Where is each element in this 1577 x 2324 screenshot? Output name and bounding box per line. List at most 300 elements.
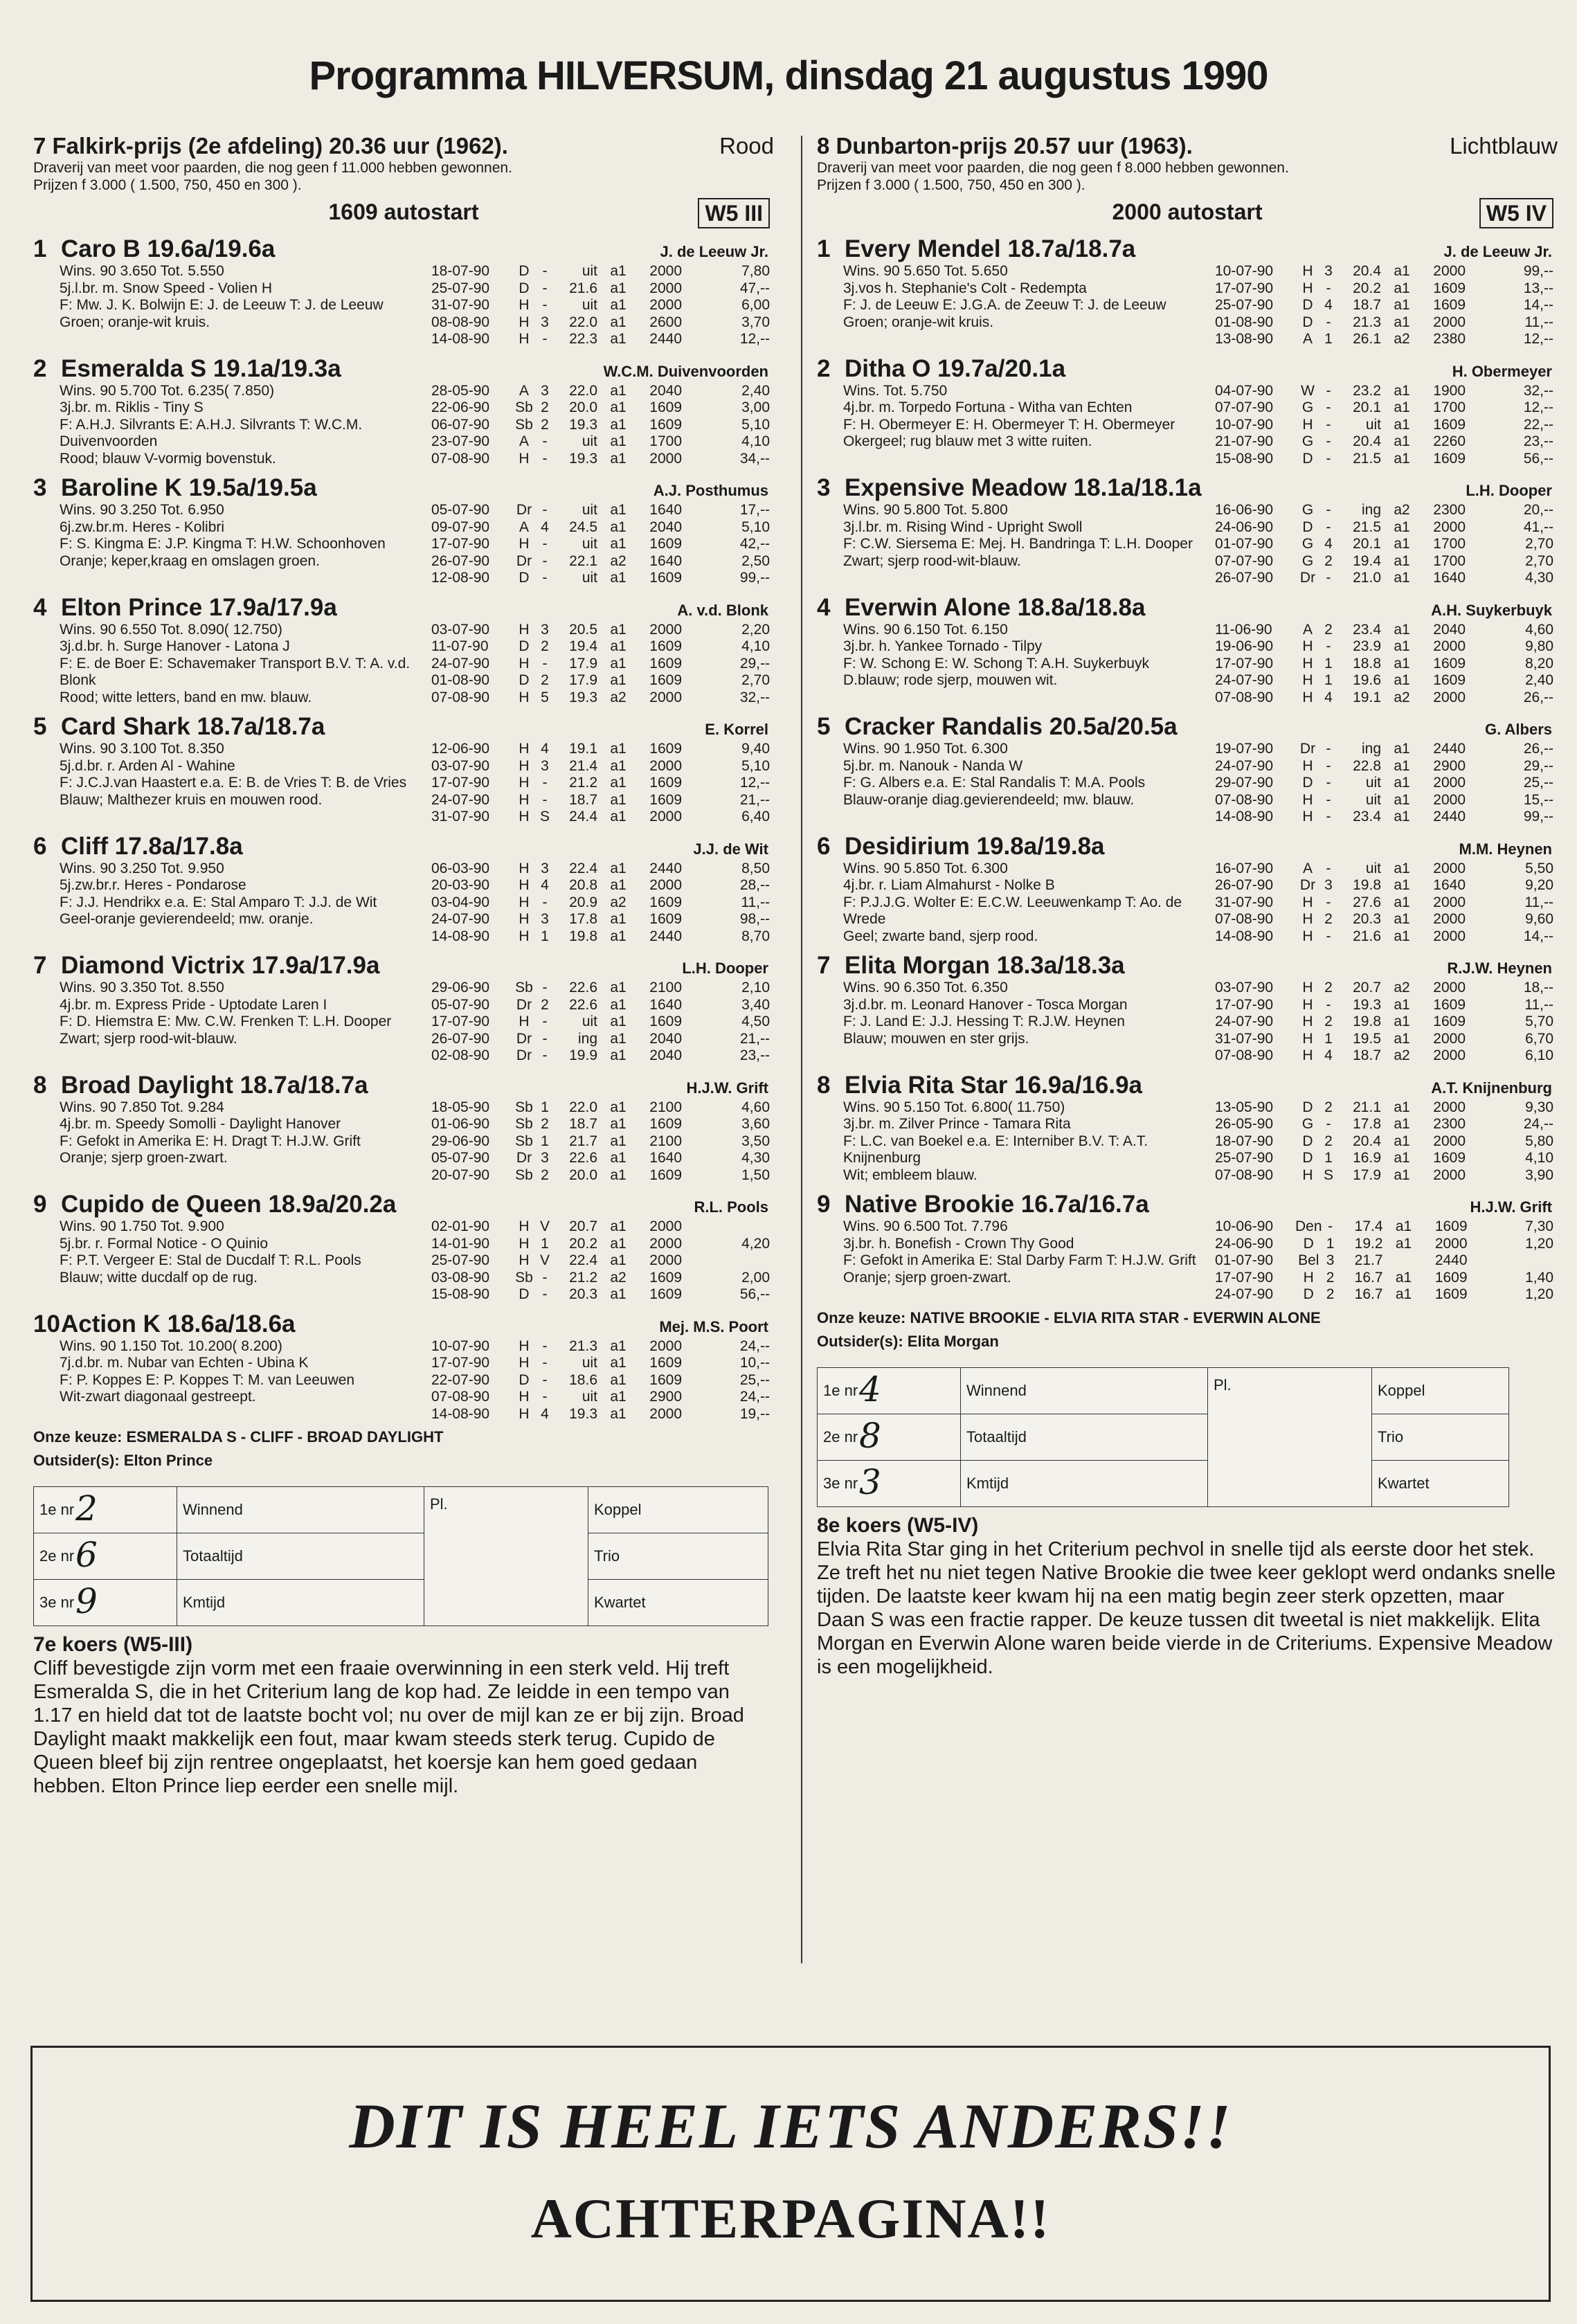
form-row xyxy=(1215,911,1558,928)
result-pl: Pl. xyxy=(1208,1367,1372,1506)
form-cell: 1609 xyxy=(1433,416,1466,433)
form-cell: 18.7 xyxy=(1353,297,1381,313)
form-cell: 2440 xyxy=(1433,809,1466,825)
horse-entry xyxy=(817,594,1558,707)
form-row xyxy=(1215,1270,1558,1287)
form-cell: 26,-- xyxy=(1523,689,1553,705)
form-row xyxy=(431,792,774,809)
form-cell: 4 xyxy=(1324,536,1333,552)
horse-form xyxy=(1215,622,1558,707)
form-cell: H xyxy=(519,1405,530,1422)
form-cell: a1 xyxy=(1394,894,1410,910)
form-cell: uit xyxy=(582,536,597,552)
form-cell: 16.9 xyxy=(1353,1150,1381,1166)
horse-form xyxy=(431,861,774,946)
horse-body xyxy=(817,263,1558,348)
horse-info-line: F: E. de Boer E: Schavemaker Transport B.V. T: A. v.d. Blonk xyxy=(60,655,411,688)
result-label-cell xyxy=(961,1367,1208,1414)
horse-info xyxy=(33,622,431,707)
form-cell: 2000 xyxy=(649,1337,682,1354)
form-cell: 2 xyxy=(1324,911,1333,927)
form-cell: a1 xyxy=(1394,877,1410,893)
form-cell: 19.8 xyxy=(1353,1014,1381,1029)
form-cell: - xyxy=(542,980,548,996)
horse-info-line: 3j.br. m. Zilver Prince - Tamara Rita xyxy=(843,1116,1071,1132)
horse-trainer: R.L. Pools xyxy=(694,1198,768,1216)
horse-trainer: A.T. Knijnenburg xyxy=(1431,1079,1552,1097)
form-cell: 10-07-90 xyxy=(1215,263,1274,279)
form-cell: 2000 xyxy=(1433,519,1466,535)
form-cell: uit xyxy=(582,433,597,449)
form-cell: H xyxy=(519,1218,530,1234)
form-cell: 3,60 xyxy=(741,1116,770,1132)
horse-header xyxy=(33,1310,774,1338)
horse-info-line: Oranje; keper,kraag en omslagen groen. xyxy=(60,552,320,569)
form-cell: a2 xyxy=(610,552,627,569)
form-cell: 14-08-90 xyxy=(1215,928,1274,944)
form-cell: 9,60 xyxy=(1525,911,1553,927)
form-cell: 2000 xyxy=(1433,860,1466,876)
horse-info-line: Blauw-oranje diag.gevierendeeld; mw. blauw. xyxy=(843,791,1135,808)
form-table xyxy=(431,502,774,587)
horse-header xyxy=(33,355,774,383)
form-cell: 4,20 xyxy=(741,1235,770,1252)
form-cell: 1609 xyxy=(1433,996,1466,1013)
form-cell: 2000 xyxy=(649,809,682,825)
form-cell: 2000 xyxy=(1433,1166,1466,1183)
form-cell: 21.5 xyxy=(1353,450,1381,467)
form-cell: a1 xyxy=(610,1252,627,1268)
form-row xyxy=(1215,1218,1558,1236)
form-cell: 17-07-90 xyxy=(1215,655,1274,672)
form-cell: 17-07-90 xyxy=(1215,996,1274,1013)
race-class-badge: W5 III xyxy=(698,198,770,228)
horse-entry xyxy=(33,594,774,707)
horse-info-line: Wins. 90 6.500 Tot. 7.796 xyxy=(843,1218,1008,1234)
form-cell: a1 xyxy=(1394,809,1410,825)
form-cell: a1 xyxy=(1394,570,1410,586)
form-cell: 4 xyxy=(541,1405,549,1422)
horse-body xyxy=(817,622,1558,707)
form-row xyxy=(1215,536,1558,553)
form-cell: A xyxy=(1302,860,1313,876)
result-table xyxy=(33,1486,768,1626)
form-cell: 2000 xyxy=(649,1218,682,1234)
form-cell: - xyxy=(1326,519,1331,535)
horse-header xyxy=(817,1191,1558,1218)
form-row xyxy=(431,383,774,400)
form-cell: 19.3 xyxy=(1353,996,1381,1013)
form-cell: 1609 xyxy=(649,655,682,672)
form-cell: 22.3 xyxy=(569,331,597,347)
form-table xyxy=(431,263,774,348)
form-cell: a1 xyxy=(1394,775,1410,791)
horse-info-line: F: C.W. Siersema E: Mej. H. Bandringa T: L.H. Dooper xyxy=(843,536,1193,552)
form-cell: 1 xyxy=(541,1133,549,1149)
form-cell: 4 xyxy=(541,877,549,893)
form-cell: 2040 xyxy=(1433,621,1466,638)
form-row xyxy=(431,775,774,792)
form-cell: 18.6 xyxy=(569,1371,597,1388)
form-row xyxy=(1215,758,1558,775)
form-cell: 19.3 xyxy=(569,1405,597,1422)
form-cell: 01-07-90 xyxy=(1215,536,1274,552)
form-cell: 22.0 xyxy=(569,314,597,330)
form-cell: D xyxy=(1303,1235,1314,1252)
form-cell: - xyxy=(1326,757,1331,774)
form-cell: 20.4 xyxy=(1353,433,1381,449)
form-cell: 11,-- xyxy=(1524,996,1553,1013)
form-cell xyxy=(1468,1252,1558,1270)
form-cell: 3,50 xyxy=(741,1133,770,1149)
form-cell: 2040 xyxy=(649,1047,682,1063)
form-cell: 25-07-90 xyxy=(431,280,490,296)
race-header xyxy=(33,133,774,159)
form-cell: a1 xyxy=(610,331,627,347)
form-cell: 3,40 xyxy=(741,996,770,1013)
form-cell: 17.9 xyxy=(569,655,597,672)
form-row xyxy=(431,622,774,639)
form-cell: 2,00 xyxy=(741,1269,770,1286)
form-cell: 03-04-90 xyxy=(431,894,490,910)
form-cell: a2 xyxy=(610,1269,627,1286)
form-cell: 1640 xyxy=(1433,877,1466,893)
form-cell: 2040 xyxy=(649,519,682,535)
form-cell: 3,70 xyxy=(741,314,770,330)
horse-info-line: Groen; oranje-wit kruis. xyxy=(60,314,210,330)
form-cell: 18-07-90 xyxy=(1215,1133,1274,1149)
form-cell: 05-07-90 xyxy=(431,502,490,518)
form-cell: uit xyxy=(582,1389,597,1405)
form-cell: 05-07-90 xyxy=(431,1150,490,1166)
form-cell: 21.6 xyxy=(569,280,597,296)
form-cell: D xyxy=(519,570,530,586)
form-cell: 29,-- xyxy=(1523,757,1553,774)
form-cell: 14-08-90 xyxy=(1215,809,1274,825)
form-row xyxy=(431,433,774,451)
form-cell: a1 xyxy=(610,757,627,774)
form-cell: 24-07-90 xyxy=(1215,1014,1274,1029)
form-cell: 06-07-90 xyxy=(431,416,490,433)
form-row xyxy=(1215,928,1558,946)
form-cell: 18,-- xyxy=(1523,980,1553,996)
form-cell: a1 xyxy=(610,502,627,518)
form-cell: H xyxy=(519,1235,530,1252)
form-cell: 21.2 xyxy=(569,775,597,791)
form-cell: S xyxy=(539,809,550,825)
form-cell: 2600 xyxy=(649,314,682,330)
horse-info-line: Wins. 90 6.150 Tot. 6.150 xyxy=(843,621,1008,638)
form-cell: 24-06-90 xyxy=(1215,519,1274,535)
form-cell: 03-07-90 xyxy=(1215,980,1274,996)
form-cell: 24.5 xyxy=(569,519,597,535)
form-cell: 2100 xyxy=(649,980,682,996)
horse-info-line: 5j.br. m. Nanouk - Nanda W xyxy=(843,757,1023,774)
form-cell: 1609 xyxy=(1433,280,1466,296)
form-cell: H xyxy=(519,621,530,638)
form-cell: 20.7 xyxy=(569,1218,597,1234)
form-cell: 2040 xyxy=(649,1030,682,1047)
form-cell: 24-07-90 xyxy=(1215,672,1274,688)
form-cell: 8,20 xyxy=(1525,655,1553,672)
race-color: Rood xyxy=(719,133,774,159)
form-cell: a1 xyxy=(1394,433,1410,449)
distance-line xyxy=(817,195,1558,228)
race-conditions: Draverij van meet voor paarden, die nog geen f 11.000 hebben gewonnen. xyxy=(33,160,512,176)
horse-form xyxy=(1215,502,1558,587)
horse-info-line: F: P.J.J.G. Wolter E: E.C.W. Leeuwenkamp T: Ao. de Wrede xyxy=(843,894,1182,927)
form-cell: 21.2 xyxy=(569,1269,597,1286)
horse-entry xyxy=(33,355,774,468)
form-cell: H xyxy=(519,297,530,313)
form-cell: H xyxy=(519,1355,530,1371)
form-row xyxy=(1215,331,1558,348)
review-text: Elvia Rita Star ging in het Criterium pechvol in snelle tijd als eerste door het stek. Ze treft het nu niet tegen Native Brookie die twee keer geklopt werd ondanks snelle tijden. De laatste keer kwam hij na een matig begin zeer sterk opzetten, maar Daan S was een fractie rapper. De keuze tussen dit tweetal is niet makkelijk. Elita Morgan en Everwin Alone waren beide vierde in de Criteriums. Expensive Meadow is een mogelijkheid. xyxy=(817,1538,1556,1678)
form-cell: a1 xyxy=(610,638,627,654)
form-cell: H xyxy=(519,928,530,944)
horse-body xyxy=(33,980,774,1065)
form-cell: 19-06-90 xyxy=(1215,638,1274,654)
form-cell: 04-07-90 xyxy=(1215,382,1274,399)
form-cell: 2 xyxy=(541,416,549,433)
form-table xyxy=(431,1099,774,1184)
form-cell: a1 xyxy=(1394,450,1410,467)
form-cell: a1 xyxy=(610,519,627,535)
form-cell: 1609 xyxy=(1433,1014,1466,1029)
form-cell: 8,50 xyxy=(741,860,770,876)
form-cell: 14-01-90 xyxy=(431,1235,490,1252)
horse-info-line: Zwart; sjerp rood-wit-blauw. xyxy=(60,1030,237,1047)
form-cell: Sb xyxy=(515,1099,533,1115)
form-cell: 1700 xyxy=(1433,552,1466,569)
form-cell: 03-07-90 xyxy=(431,621,490,638)
form-cell: 01-08-90 xyxy=(1215,314,1274,330)
result-bet: Trio xyxy=(1372,1414,1509,1460)
form-table xyxy=(431,980,774,1065)
our-pick: Onze keuze: NATIVE BROOKIE - ELVIA RITA STAR - EVERWIN ALONE xyxy=(817,1308,1321,1326)
horse-info xyxy=(33,1338,431,1423)
horse-info-line: F: W. Schong E: W. Schong T: A.H. Suykerbuyk xyxy=(843,655,1149,672)
form-cell: G xyxy=(1301,552,1314,569)
horse-info-line: F: J. Land E: J.J. Hessing T: R.J.W. Heynen xyxy=(843,1014,1125,1029)
form-cell: 20-07-90 xyxy=(431,1166,490,1183)
form-cell: H xyxy=(519,1252,530,1268)
form-cell: H xyxy=(1302,791,1313,808)
horse-name-text: Expensive Meadow 18.1a/18.1a xyxy=(845,474,1202,501)
form-cell: 19.1 xyxy=(1353,689,1381,705)
horse-info-line: Wins. 90 6.550 Tot. 8.090( 12.750) xyxy=(60,621,282,638)
form-cell: a1 xyxy=(610,536,627,552)
horse-trainer: L.H. Dooper xyxy=(682,960,768,977)
form-cell: 5,80 xyxy=(1525,1133,1553,1149)
form-cell: 07-07-90 xyxy=(1215,552,1274,569)
form-cell: 19.8 xyxy=(569,928,597,944)
form-cell: 2300 xyxy=(1433,502,1466,518)
form-cell: 2000 xyxy=(649,757,682,774)
form-cell: 24-06-90 xyxy=(1215,1235,1274,1252)
form-row xyxy=(431,263,774,280)
form-cell: 5,10 xyxy=(741,757,770,774)
form-cell: 31-07-90 xyxy=(1215,1030,1274,1047)
form-cell: 17.4 xyxy=(1354,1218,1383,1234)
form-cell: 23.9 xyxy=(1353,638,1381,654)
form-cell: S xyxy=(1323,1166,1333,1183)
form-cell: a1 xyxy=(1394,1150,1410,1166)
form-cell: ing xyxy=(577,1030,597,1047)
form-row xyxy=(431,1286,774,1304)
horse-name xyxy=(33,235,275,263)
form-cell: 2000 xyxy=(1434,1235,1468,1252)
form-table xyxy=(1215,1218,1558,1304)
form-cell: 56,-- xyxy=(739,1286,770,1302)
form-row xyxy=(1215,894,1558,912)
form-cell: a1 xyxy=(610,1405,627,1422)
horse-body xyxy=(817,861,1558,946)
form-cell: a1 xyxy=(1394,263,1410,279)
form-cell: 2000 xyxy=(649,621,682,638)
form-cell: 20.4 xyxy=(1353,263,1381,279)
form-cell: 1609 xyxy=(1433,297,1466,313)
form-row xyxy=(431,672,774,690)
form-cell: a1 xyxy=(610,791,627,808)
form-cell: 4,60 xyxy=(1525,621,1553,638)
form-cell: 1,40 xyxy=(1525,1269,1553,1286)
race-conditions: Prijzen f 3.000 ( 1.500, 750, 450 en 300 ). xyxy=(817,177,1085,193)
form-cell: - xyxy=(1326,416,1331,433)
form-cell: 23.2 xyxy=(1353,382,1381,399)
horse-info-line: Geel-oranje gevierendeeld; mw. oranje. xyxy=(60,911,314,927)
form-cell: 11,-- xyxy=(1524,894,1553,910)
form-cell: 25,-- xyxy=(739,1371,770,1388)
horse-info-line: Wit-zwart diagonaal gestreept. xyxy=(60,1389,256,1405)
horse-entry xyxy=(33,1191,774,1304)
form-cell: 20-03-90 xyxy=(431,877,490,893)
form-cell: 5,50 xyxy=(1525,860,1553,876)
form-cell: - xyxy=(1326,791,1331,808)
result-label-cell xyxy=(961,1414,1208,1460)
horse-info-line: F: L.C. van Boekel e.a. E: Interniber B.V. T: A.T. Knijnenburg xyxy=(843,1133,1148,1166)
horse-trainer: A. v.d. Blonk xyxy=(677,601,768,619)
form-cell: 1609 xyxy=(649,416,682,433)
form-cell: H xyxy=(519,689,530,705)
form-cell: 20.5 xyxy=(569,621,597,638)
form-cell: 2380 xyxy=(1433,331,1466,347)
form-row xyxy=(1215,1047,1558,1065)
result-pl: Pl. xyxy=(424,1487,588,1626)
form-cell: a1 xyxy=(610,1150,627,1166)
form-cell: H xyxy=(1302,894,1313,910)
form-cell: 20.1 xyxy=(1353,399,1381,415)
form-cell: a1 xyxy=(610,1235,627,1252)
horse-info xyxy=(817,1099,1215,1184)
form-cell xyxy=(1389,1252,1419,1270)
form-cell: A xyxy=(519,433,529,449)
form-row xyxy=(431,1270,774,1287)
horse-name xyxy=(817,235,1135,263)
form-cell: 26-07-90 xyxy=(431,552,490,569)
form-cell: D xyxy=(1302,450,1313,467)
form-cell: 26-05-90 xyxy=(1215,1116,1274,1132)
horse-trainer: J.J. de Wit xyxy=(693,840,768,858)
form-cell: 13-08-90 xyxy=(1215,331,1274,347)
form-cell: H xyxy=(519,1389,530,1405)
horse-trainer: J. de Leeuw Jr. xyxy=(660,243,768,260)
form-cell: H xyxy=(519,655,530,672)
form-cell: 3 xyxy=(541,757,549,774)
form-cell: a1 xyxy=(610,1286,627,1302)
form-cell: 2440 xyxy=(649,928,682,944)
form-cell: a1 xyxy=(1394,757,1410,774)
result-label: Winnend xyxy=(966,1381,1027,1399)
form-cell: 2 xyxy=(1324,621,1333,638)
horse-header xyxy=(817,713,1558,741)
horse-info-line: F: Gefokt in Amerika E: H. Dragt T: H.J.W. Grift xyxy=(60,1133,361,1149)
form-cell: - xyxy=(1326,775,1331,791)
form-cell: 1640 xyxy=(649,552,682,569)
form-cell: 28-05-90 xyxy=(431,382,490,399)
horse-info-line: Wins. 90 3.250 Tot. 9.950 xyxy=(60,860,224,876)
form-cell: H xyxy=(1302,1047,1313,1063)
horse-trainer: W.C.M. Duivenvoorden xyxy=(603,362,768,380)
form-cell: H xyxy=(1302,280,1313,296)
form-cell: 07-08-90 xyxy=(1215,1047,1274,1063)
form-cell: 02-08-90 xyxy=(431,1047,490,1063)
form-cell: 3 xyxy=(1324,263,1333,279)
horse-info-line: Wins. 90 3.250 Tot. 6.950 xyxy=(60,502,224,518)
horse-entry xyxy=(33,952,774,1065)
race-review xyxy=(817,1514,1558,1679)
form-cell: 1640 xyxy=(649,996,682,1013)
form-cell: a1 xyxy=(1395,1218,1412,1234)
race-name: 8 Dunbarton-prijs 20.57 uur (1963). xyxy=(817,133,1193,159)
horse-info-line: F: A.H.J. Silvrants E: A.H.J. Silvrants T: W.C.M. Duivenvoorden xyxy=(60,416,363,449)
form-cell: 1609 xyxy=(649,1014,682,1029)
form-table xyxy=(1215,383,1558,468)
horse-info-line: 3j.br. m. Riklis - Tiny S xyxy=(60,399,204,415)
form-cell: 4 xyxy=(1324,297,1333,313)
form-cell: 7,80 xyxy=(741,263,770,279)
form-cell: a1 xyxy=(1395,1269,1412,1286)
horse-entry xyxy=(33,1072,774,1184)
form-cell: 1 xyxy=(541,1235,549,1252)
form-cell: 19.4 xyxy=(569,638,597,654)
form-cell: 99,-- xyxy=(739,570,770,586)
form-cell: 18-05-90 xyxy=(431,1099,490,1115)
form-cell: H xyxy=(1302,809,1313,825)
handwritten-number: 2 xyxy=(75,1488,98,1529)
form-cell: a1 xyxy=(610,911,627,927)
form-cell: Dr xyxy=(1299,877,1316,893)
result-label-cell xyxy=(177,1533,424,1580)
horse-trainer: M.M. Heynen xyxy=(1459,840,1552,858)
result-row xyxy=(34,1580,768,1626)
form-cell: uit xyxy=(1365,416,1381,433)
form-cell: 18.7 xyxy=(569,791,597,808)
horse-number: 8 xyxy=(817,1071,831,1099)
form-cell: 13-05-90 xyxy=(1215,1099,1274,1115)
form-cell: 2000 xyxy=(1433,1099,1466,1115)
form-cell: a1 xyxy=(1394,382,1410,399)
horse-info xyxy=(33,1099,431,1184)
horse-number: 6 xyxy=(817,832,831,860)
form-cell: Sb xyxy=(515,1116,533,1132)
form-cell: 20.3 xyxy=(569,1286,597,1302)
form-cell: 11-07-90 xyxy=(431,638,489,654)
horse-number: 1 xyxy=(817,235,831,262)
horse-info-line: F: S. Kingma E: J.P. Kingma T: H.W. Schoonhoven xyxy=(60,536,386,552)
form-cell: H xyxy=(519,314,530,330)
horse-entry xyxy=(33,833,774,946)
